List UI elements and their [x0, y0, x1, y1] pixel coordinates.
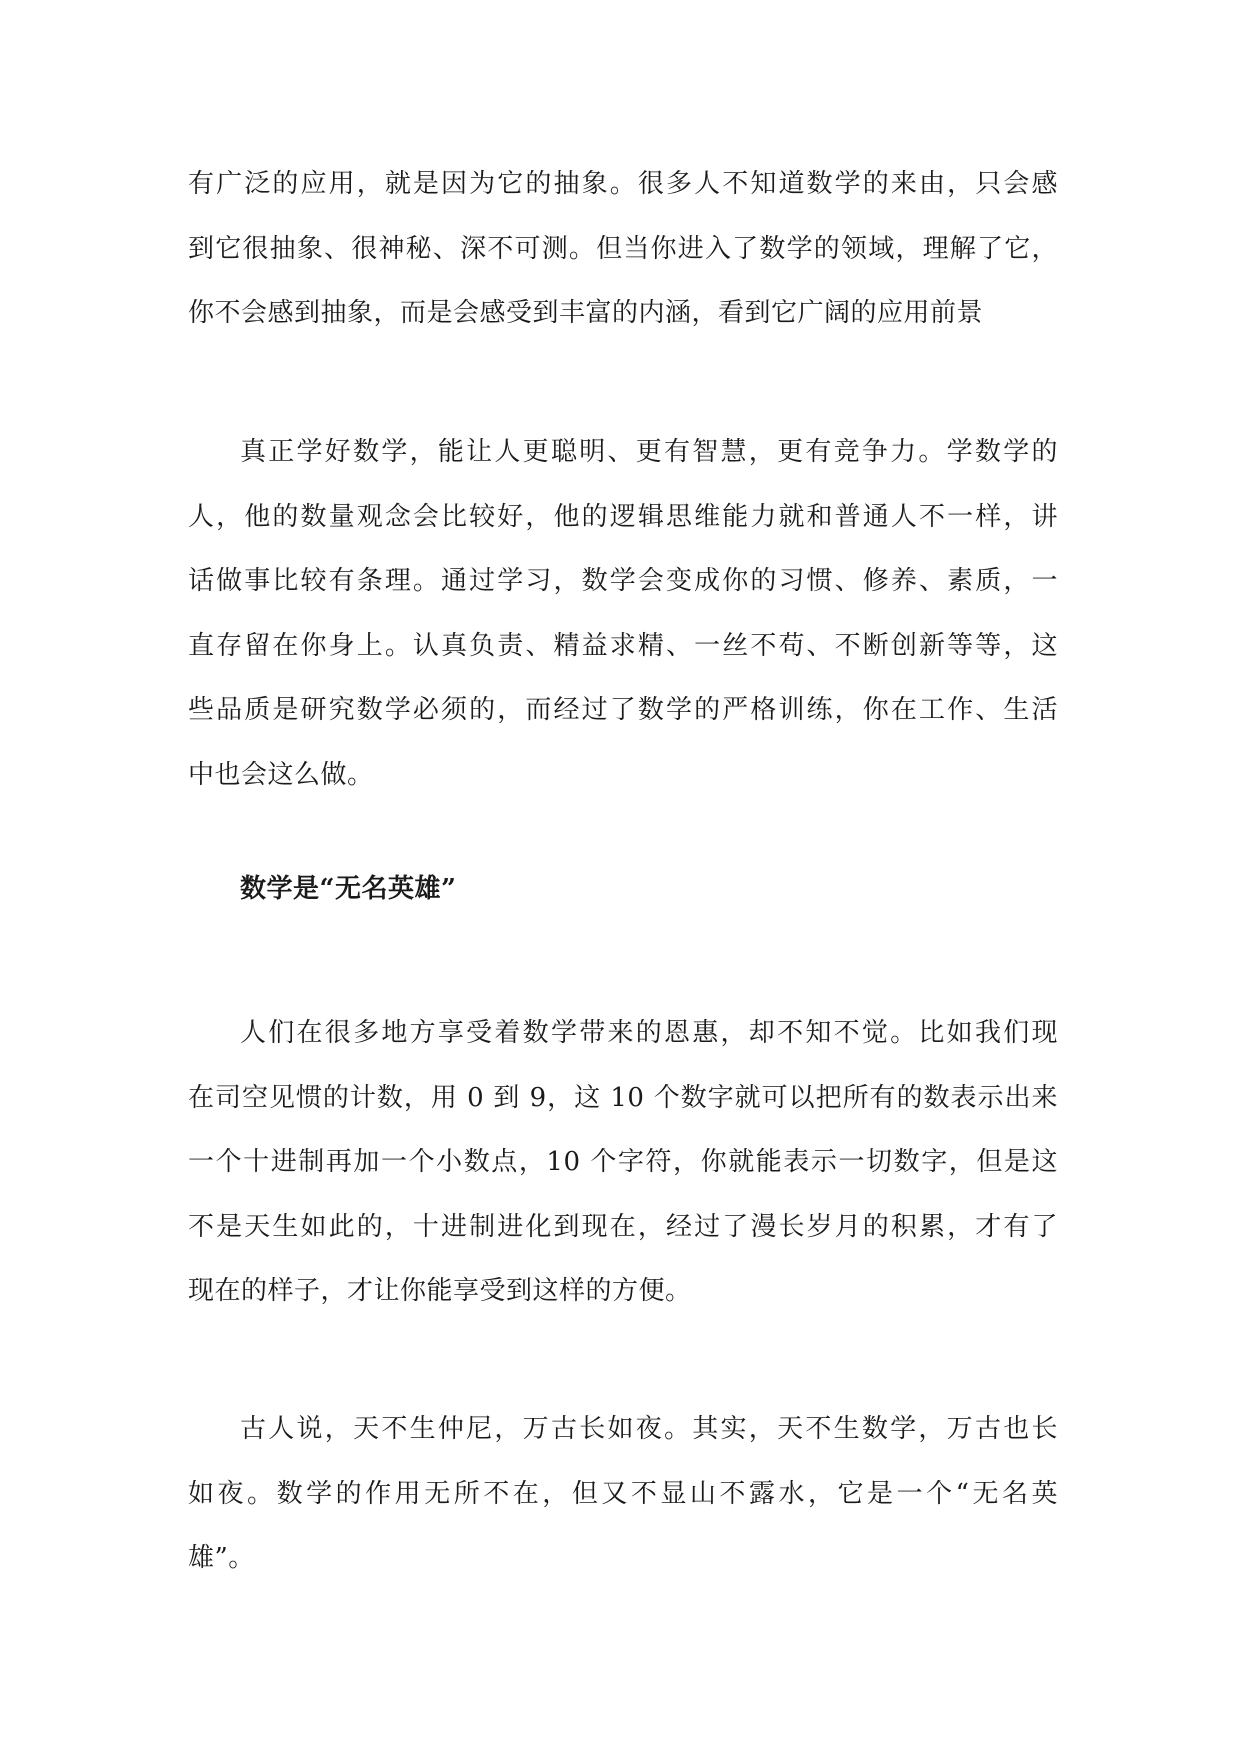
text-line: 古人说，天不生仲尼，万古长如夜。其实，天不生数学，万古也长 [240, 1414, 1058, 1444]
paragraph-decimal-system [188, 1001, 1058, 1324]
text-line: 你不会感到抽象，而是会感受到丰富的内涵，看到它广阔的应用前景 [188, 298, 984, 328]
text-line: 如夜。数学的作用无所不在，但又不显山不露水，它是一个“无名英 [188, 1478, 1058, 1509]
text-line: 不是天生如此的，十进制进化到现在，经过了漫长岁月的积累，才有了 [188, 1211, 1058, 1242]
text-line: 有广泛的应用，就是因为它的抽象。很多人不知道数学的来由，只会感 [188, 169, 1058, 199]
text-line: 直存留在你身上。认真负责、精益求精、一丝不苟、不断创新等等，这 [188, 630, 1058, 661]
text-line: 真正学好数学，能让人更聪明、更有智慧，更有竞争力。学数学的 [240, 437, 1058, 467]
paragraph-learning-math [188, 420, 1058, 807]
text-line: 些品质是研究数学必须的，而经过了数学的严格训练，你在工作、生活 [188, 695, 1058, 725]
text-line: 中也会这么做。 [188, 759, 374, 790]
paragraph-abstraction [188, 152, 1058, 346]
text-line: 雄”。 [188, 1543, 255, 1573]
text-line: 一个十进制再加一个小数点，10 个字符，你就能表示一切数字，但是这 [188, 1147, 1058, 1177]
text-line: 现在的样子，才让你能享受到这样的方便。 [188, 1276, 692, 1306]
paragraph-unsung-hero [188, 1397, 1058, 1591]
text-line: 话做事比较有条理。通过学习，数学会变成你的习惯、修养、素质，一 [188, 566, 1058, 596]
text-line: 人，他的数量观念会比较好，他的逻辑思维能力就和普通人不一样，讲 [188, 501, 1058, 532]
text-line: 在司空见惯的计数，用 0 到 9，这 10 个数字就可以把所有的数表示出来 [188, 1082, 1058, 1113]
section-heading: 数学是“无名英雄” [240, 874, 457, 904]
text-line: 到它很抽象、很神秘、深不可测。但当你进入了数学的领域，理解了它， [188, 233, 1058, 264]
text-line: 人们在很多地方享受着数学带来的恩惠，却不知不觉。比如我们现 [240, 1018, 1058, 1048]
